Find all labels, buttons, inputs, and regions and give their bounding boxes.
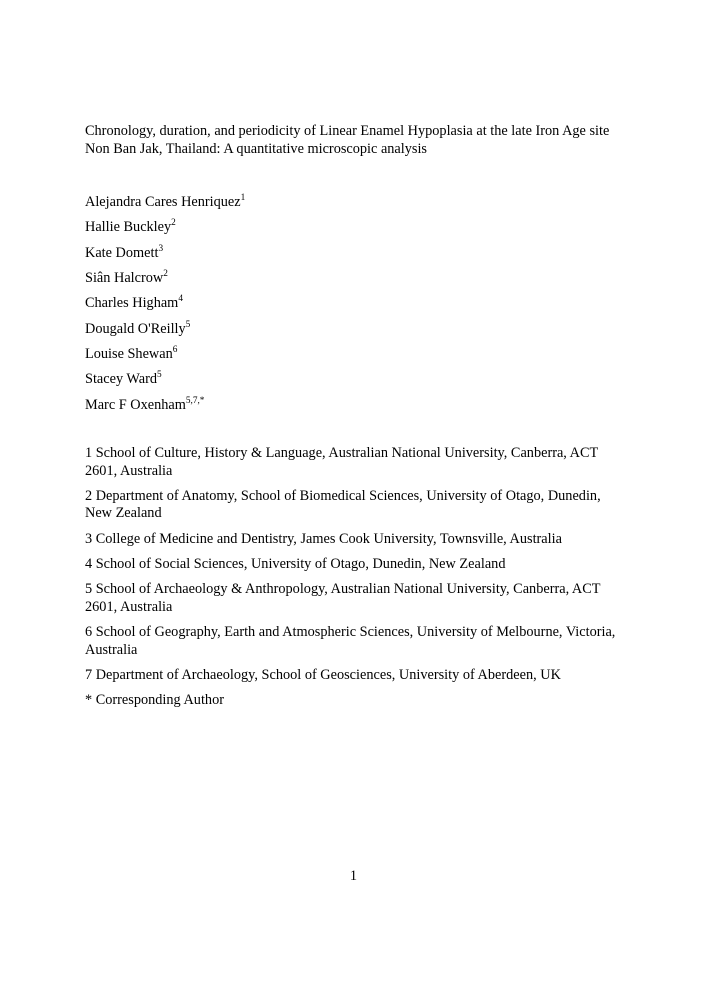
corresponding-author-note: * Corresponding Author (85, 692, 224, 709)
author-line (85, 295, 622, 313)
affiliation-line: 3 College of Medicine and Dentistry, James Cook University, Townsville, Australia (85, 530, 562, 547)
author-line (85, 321, 622, 339)
author-name: Hallie Buckley (85, 219, 172, 236)
author-list (85, 194, 622, 414)
author-name: Dougald O'Reilly (85, 320, 186, 337)
author-line (85, 270, 622, 288)
author-line (85, 397, 622, 415)
affiliation-line: 2 Department of Anatomy, School of Biomedical Sciences, University of Otago, Dunedin, New Zealand (85, 487, 601, 522)
affiliation-line: 5 School of Archaeology & Anthropology, Australian National University, Canberra, ACT 2601, Australia (85, 581, 601, 615)
author-name: Stacey Ward (85, 371, 158, 388)
author-affiliation-superscript: 4 (178, 294, 183, 305)
page-number: 1 (349, 868, 358, 884)
author-name: Alejandra Cares Henriquez (85, 194, 241, 211)
author-line (85, 371, 622, 389)
author-affiliation-superscript: 2 (163, 269, 168, 280)
author-name: Marc F Oxenham (85, 396, 186, 413)
author-line (85, 346, 622, 364)
author-line (85, 219, 622, 237)
affiliation-line: 6 School of Geography, Earth and Atmospheric Sciences, University of Melbourne, Victoria, Australia (85, 624, 616, 658)
author-name: Siân Halcrow (85, 270, 164, 287)
author-affiliation-superscript: 5 (157, 370, 162, 381)
author-affiliation-superscript: 1 (240, 193, 246, 204)
author-name: Kate Domett (85, 244, 159, 261)
author-affiliation-superscript: 5 (185, 319, 191, 330)
author-line (85, 194, 622, 212)
page-content (85, 123, 622, 717)
author-affiliation-superscript: 5,7,* (185, 395, 205, 406)
affiliation-line: 1 School of Culture, History & Language, Australian National University, Canberra, ACT 2601, Australia (85, 445, 599, 479)
affiliation-line: 4 School of Social Sciences, University of Otago, Dunedin, New Zealand (85, 555, 506, 572)
author-name: Louise Shewan (85, 345, 173, 362)
author-line (85, 245, 622, 263)
author-name: Charles Higham (85, 295, 179, 312)
paper-title: Chronology, duration, and periodicity of Linear Enamel Hypoplasia at the late Iron Age site Non Ban Jak, Thailand: A quantitative microscopic analysis (85, 123, 610, 157)
author-affiliation-superscript: 2 (171, 218, 176, 229)
author-affiliation-superscript: 6 (172, 345, 178, 356)
affiliation-line: 7 Department of Archaeology, School of Geosciences, University of Aberdeen, UK (85, 666, 561, 683)
author-affiliation-superscript: 3 (158, 244, 164, 255)
affiliation-list (85, 445, 622, 710)
